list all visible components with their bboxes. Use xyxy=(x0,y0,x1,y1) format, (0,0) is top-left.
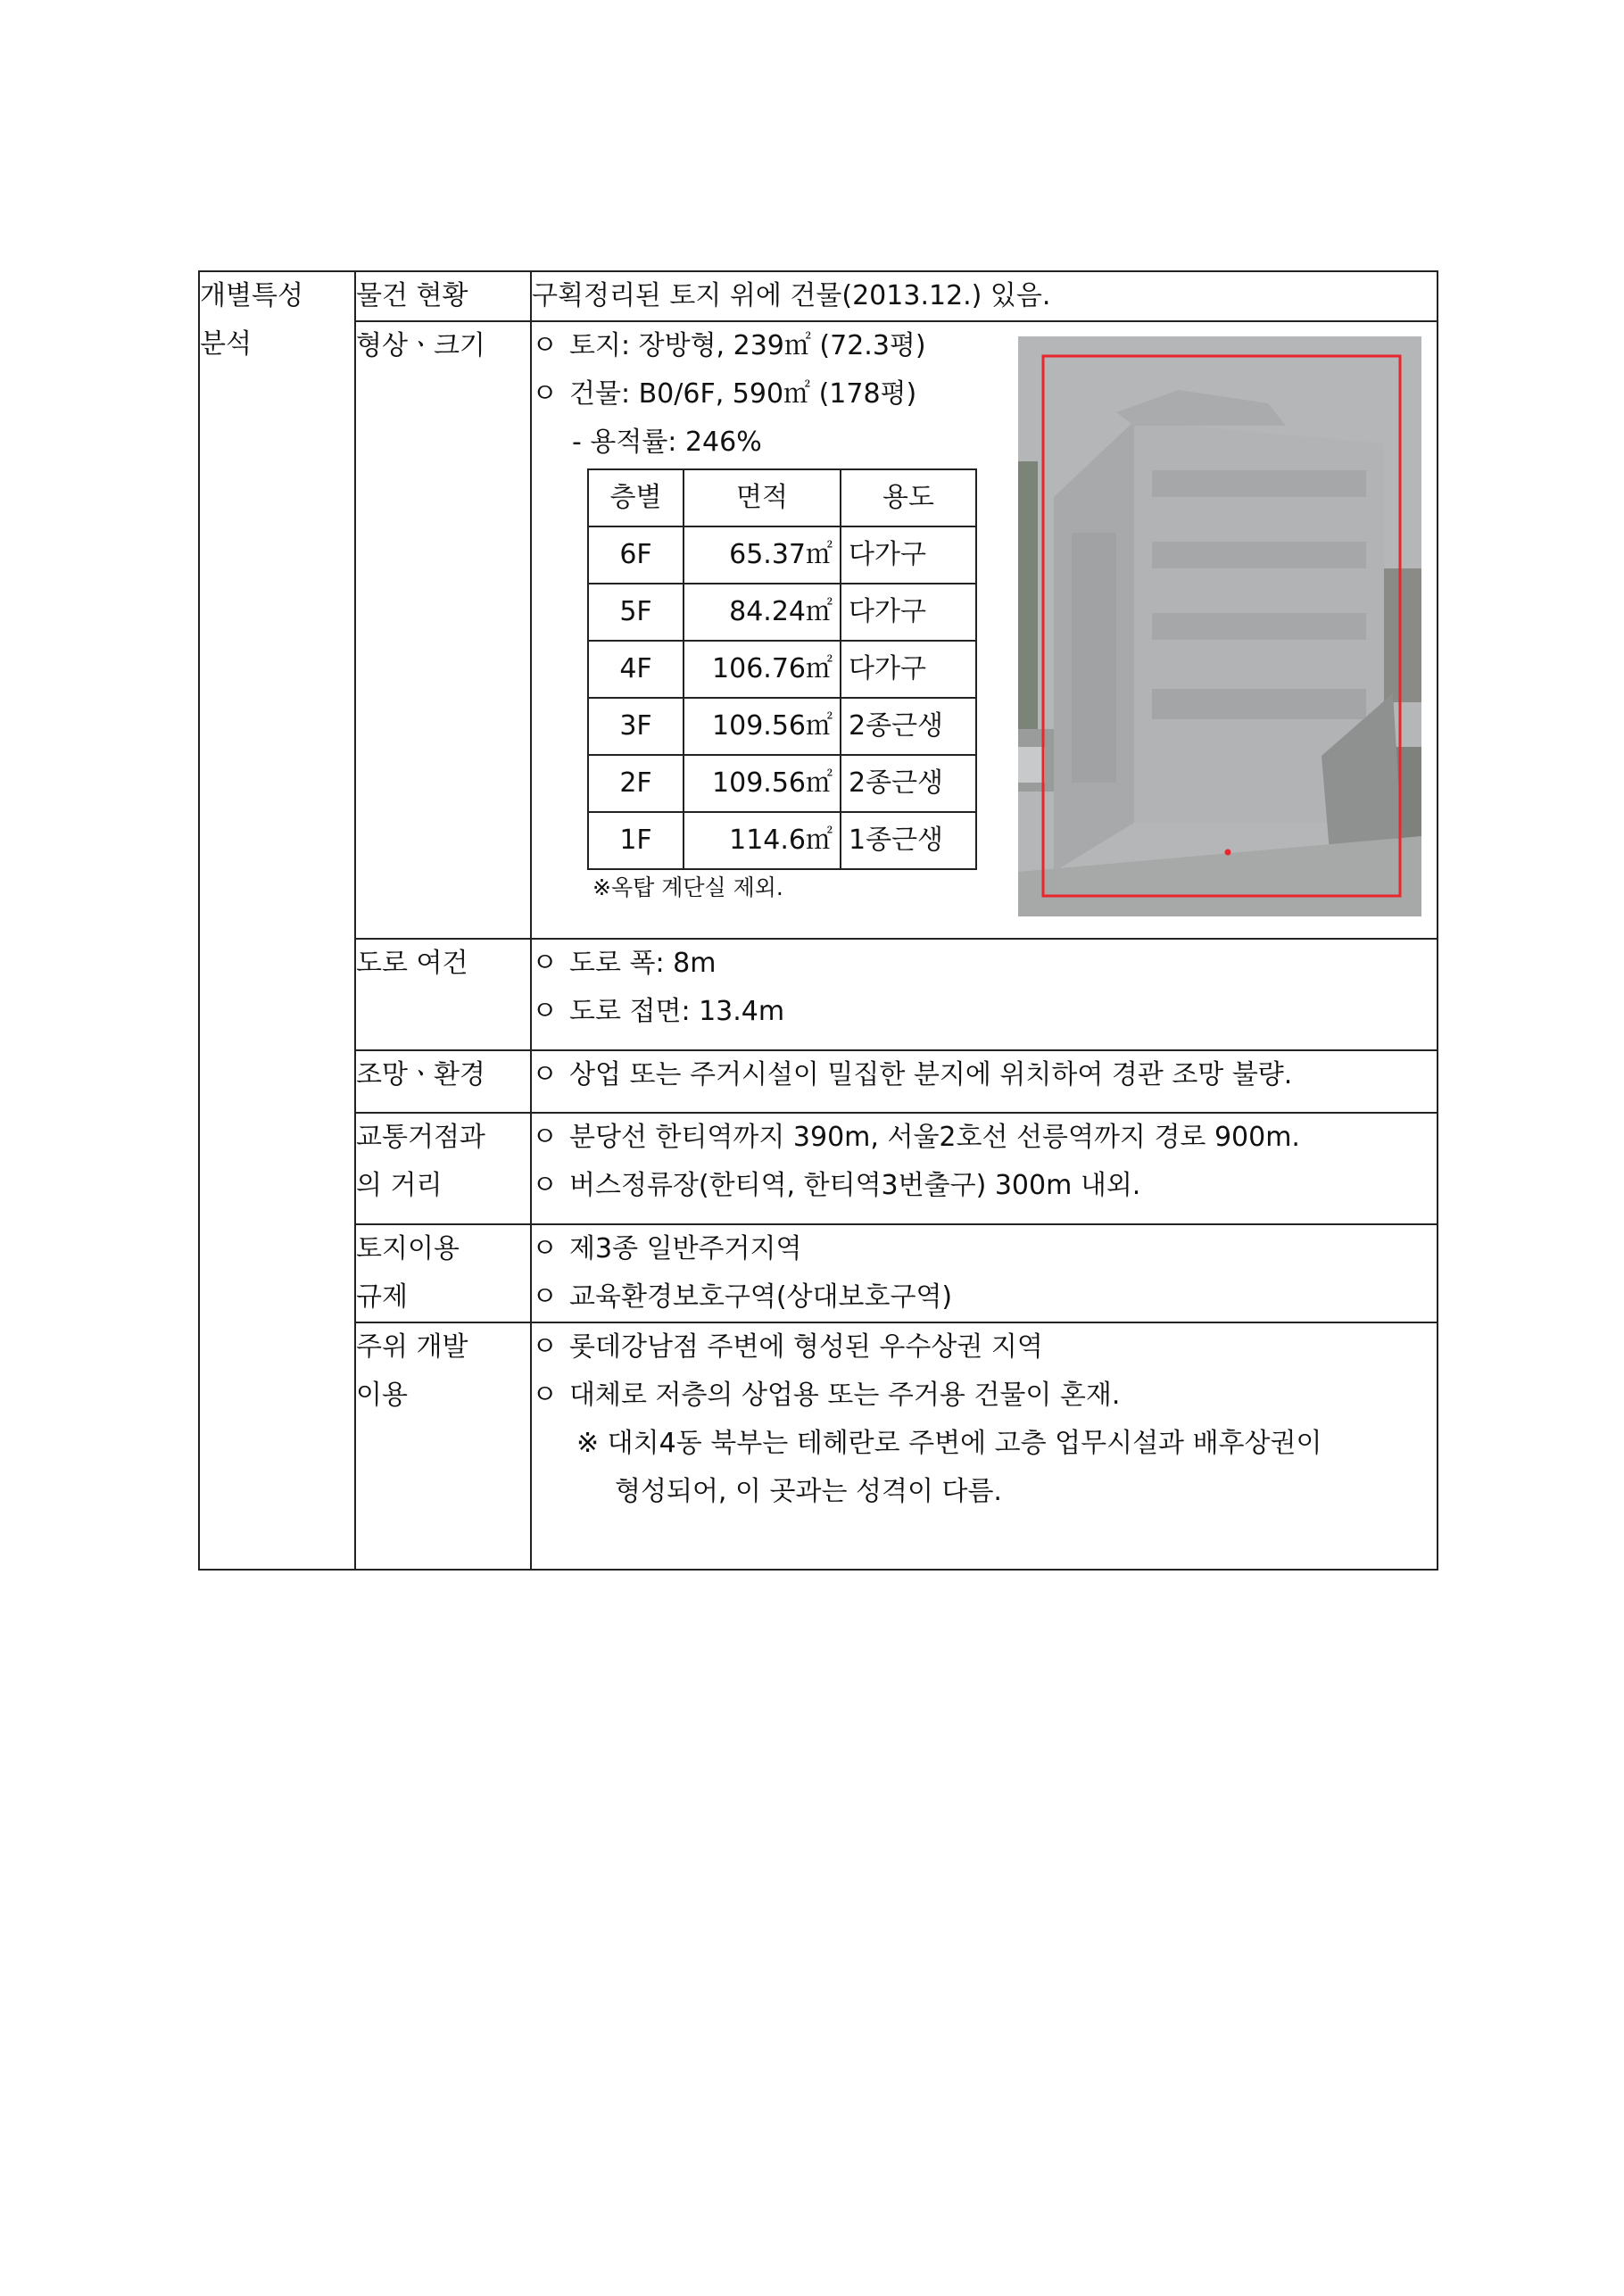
building-photo-svg xyxy=(1018,336,1421,916)
development-content xyxy=(531,1322,1438,1570)
use-cell: 다가구 xyxy=(841,526,976,584)
land-info: ㅇ 토지: 장방형, 239㎡ (72.3평) xyxy=(532,322,1014,370)
table-row xyxy=(588,698,976,755)
property-analysis-table xyxy=(198,270,1438,1571)
bullet-icon: ㅇ xyxy=(532,1380,558,1411)
bullet-icon: ㅇ xyxy=(532,1233,558,1264)
building-info: ㅇ 건물: B0/6F, 590㎡ (178평) xyxy=(532,370,1014,419)
use-cell: 다가구 xyxy=(841,641,976,698)
header-use: 용도 xyxy=(841,469,976,526)
table-row xyxy=(588,526,976,584)
header-area: 면적 xyxy=(684,469,841,526)
use-cell: 다가구 xyxy=(841,584,976,641)
bullet-icon: ㅇ xyxy=(532,330,558,361)
floor-cell: 6F xyxy=(588,526,684,584)
development-label: 주위 개발 이용 xyxy=(355,1322,531,1570)
list-item: ㅇ 제3종 일반주거지역 xyxy=(532,1225,1437,1273)
bullet-icon: ㅇ xyxy=(532,1331,558,1363)
area-cell: 84.24㎡ xyxy=(684,584,841,641)
use-cell: 1종근생 xyxy=(841,812,976,869)
list-item: ㅇ 롯데강남점 주변에 형성된 우수상권 지역 xyxy=(532,1323,1437,1372)
bullet-icon: ㅇ xyxy=(532,378,558,410)
transit-content xyxy=(531,1113,1438,1224)
table-row xyxy=(588,584,976,641)
development-note-line2: 형성되어, 이 곳과는 성격이 다름. xyxy=(615,1476,1002,1507)
bullet-icon: ㅇ xyxy=(532,1170,558,1201)
floor-table-header xyxy=(588,469,976,526)
area-cell: 65.37㎡ xyxy=(684,526,841,584)
floor-cell: 4F xyxy=(588,641,684,698)
bullet-icon: ㅇ xyxy=(532,1059,558,1090)
floor-area-ratio: - 용적률: 246% xyxy=(572,427,762,458)
floor-cell: 1F xyxy=(588,812,684,869)
view-content xyxy=(531,1050,1438,1113)
area-cell: 106.76㎡ xyxy=(684,641,841,698)
header-floor: 층별 xyxy=(588,469,684,526)
list-item: ㅇ 교육환경보호구역(상대보호구역) xyxy=(532,1273,1437,1322)
list-item: ㅇ 대체로 저층의 상업용 또는 주거용 건물이 혼재. xyxy=(532,1372,1437,1420)
bullet-icon: ㅇ xyxy=(532,1281,558,1313)
bullet-icon: ㅇ xyxy=(532,996,558,1027)
list-item: ㅇ 상업 또는 주거시설이 밀집한 분지에 위치하여 경관 조망 불량. xyxy=(532,1051,1437,1099)
table-row xyxy=(588,641,976,698)
status-text: 구획정리된 토지 위에 건물(2013.12.) 있음. xyxy=(531,271,1438,321)
development-note-line1: ※ 대치4동 북부는 테헤란로 주변에 고층 업무시설과 배후상권이 xyxy=(576,1428,1322,1459)
use-cell: 2종근생 xyxy=(841,698,976,755)
bullet-icon: ㅇ xyxy=(532,948,558,979)
section-label-line2: 분석 xyxy=(200,328,252,360)
road-content xyxy=(531,939,1438,1050)
bullet-icon: ㅇ xyxy=(532,1122,558,1153)
area-cell: 109.56㎡ xyxy=(684,698,841,755)
list-item: ㅇ 도로 폭: 8m xyxy=(532,940,1437,988)
floor-cell: 5F xyxy=(588,584,684,641)
road-label: 도로 여건 xyxy=(355,939,531,1050)
table-row xyxy=(588,812,976,869)
section-label-line1: 개별특성 xyxy=(200,280,303,311)
list-item: ㅇ 도로 접면: 13.4m xyxy=(532,988,1437,1036)
location-marker xyxy=(1225,850,1231,856)
area-cell: 109.56㎡ xyxy=(684,755,841,812)
transit-label: 교통거점과 의 거리 xyxy=(355,1113,531,1224)
shape-content xyxy=(531,321,1438,939)
area-cell: 114.6㎡ xyxy=(684,812,841,869)
floor-cell: 2F xyxy=(588,755,684,812)
floor-table xyxy=(587,468,977,870)
list-item: ㅇ 버스정류장(한티역, 한티역3번출구) 300m 내외. xyxy=(532,1162,1437,1210)
zoning-label: 토지이용 규제 xyxy=(355,1224,531,1322)
use-cell: 2종근생 xyxy=(841,755,976,812)
rooftop-note: ※옥탑 계단실 제외. xyxy=(592,874,783,900)
table-row xyxy=(588,755,976,812)
zoning-content xyxy=(531,1224,1438,1322)
floor-cell: 3F xyxy=(588,698,684,755)
status-label: 물건 현황 xyxy=(355,271,531,321)
shape-label: 형상ㆍ크기 xyxy=(355,321,531,939)
list-item: ㅇ 분당선 한티역까지 390m, 서울2호선 선릉역까지 경로 900m. xyxy=(532,1114,1437,1162)
section-label-cell xyxy=(199,271,355,1570)
building-photo xyxy=(1018,336,1421,916)
view-label: 조망ㆍ환경 xyxy=(355,1050,531,1113)
